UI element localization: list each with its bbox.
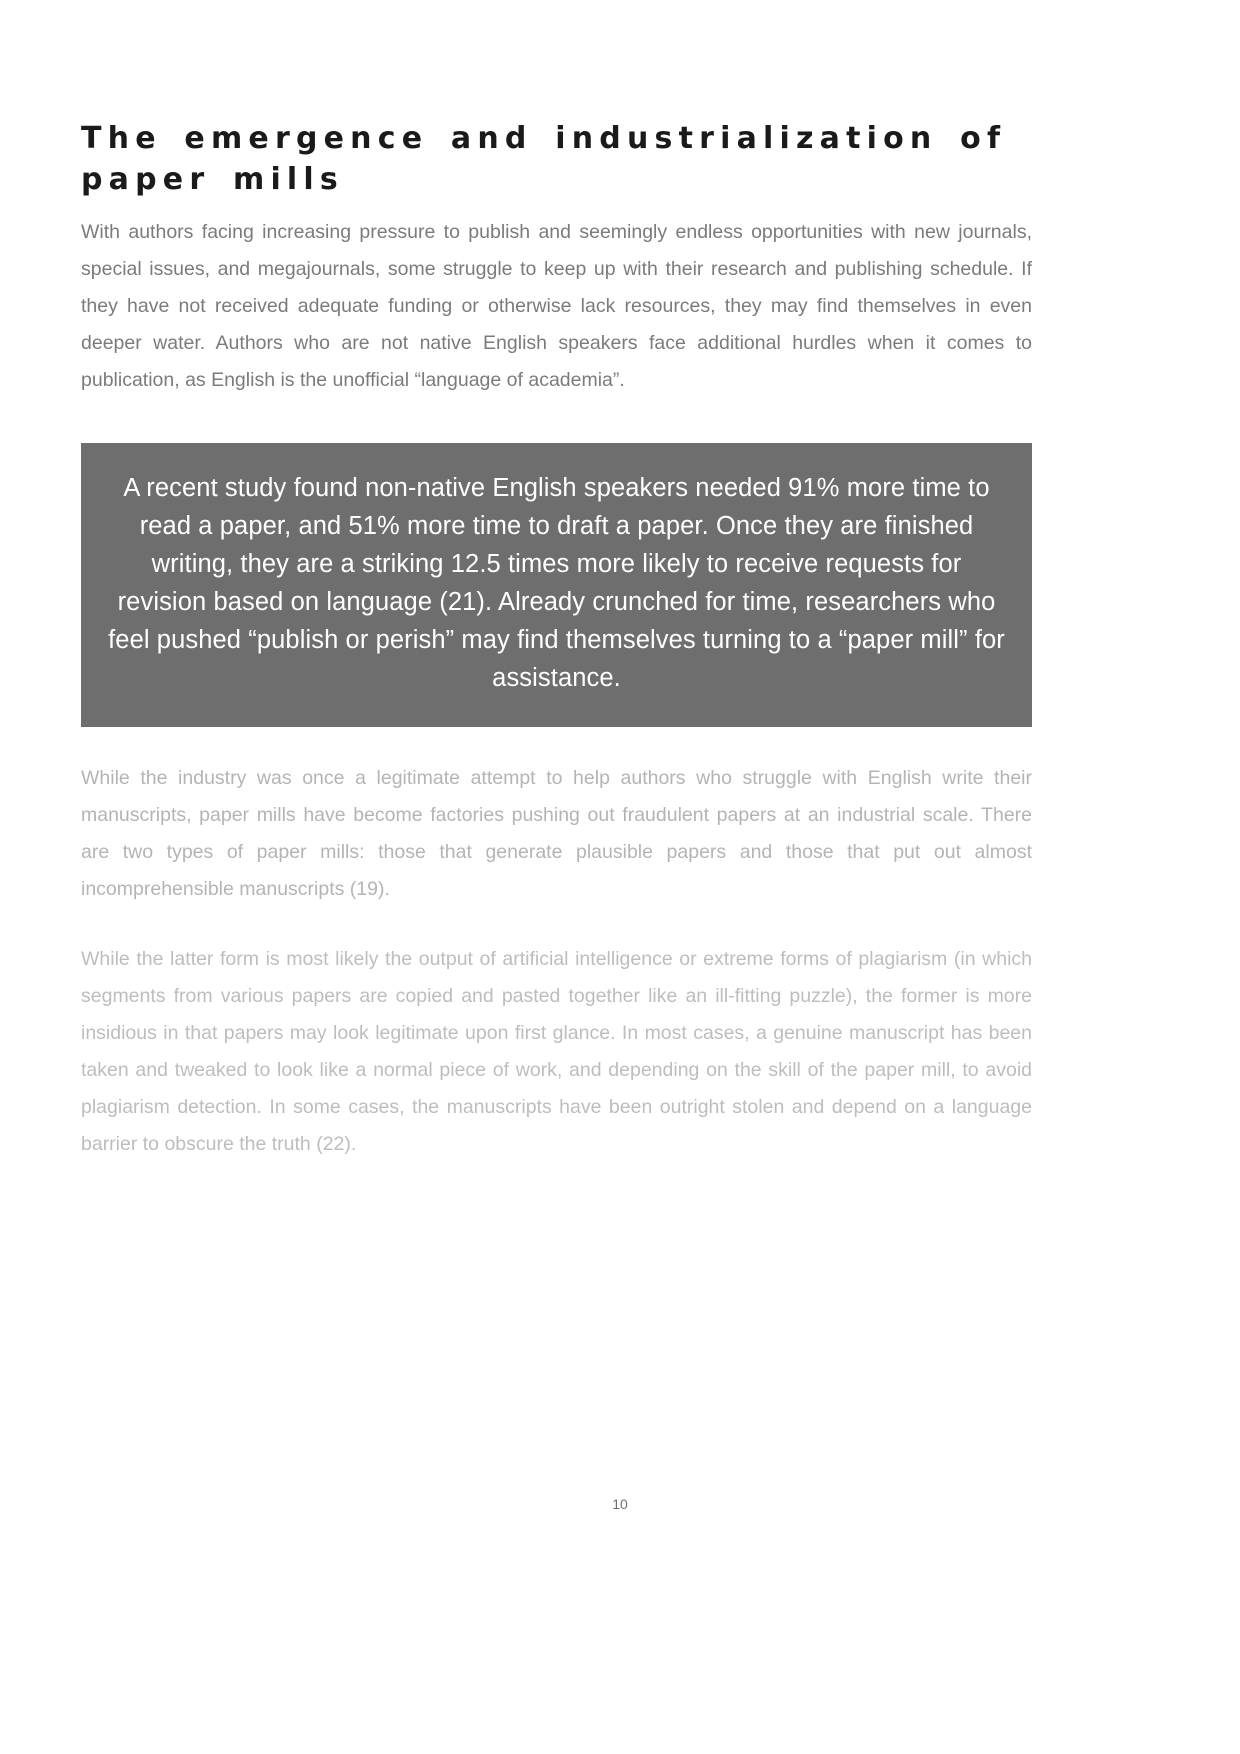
callout-box [81,443,1032,727]
page-number: 10 [612,1496,628,1512]
page-content [81,118,1032,1163]
page-title: The emergence and industrialization of paper mills [81,121,1007,197]
paragraph-intro: With authors facing increasing pressure to publish and seemingly endless opportunities with new journals, special issues, and megajournals, some struggle to keep up with their research and publishing schedule. If they have not received adequate funding or otherwise lack resources, they may find themselves in even deeper water. Authors who are not native English speakers face additional hurdles when it comes to publication, as English is the unofficial “language of academia”. [81,221,1032,391]
spacer-before-callout [81,399,1032,443]
spacer-between-paragraphs [81,908,1032,941]
paragraph-final: While the latter form is most likely the output of artificial intelligence or extreme forms of plagiarism (in which segments from various papers are copied and pasted together like an ill-fitting puzzle), the former is more insidious in that papers may look legitimate upon first glance. In most cases, a genuine manuscript has been taken and tweaked to look like a normal piece of work, and depending on the skill of the paper mill, to avoid plagiarism detection. In some cases, the manuscripts have been outright stolen and depend on a language barrier to obscure the truth (22). [81,948,1032,1155]
callout-text: A recent study found non-native English speakers needed 91% more time to read a paper, and 51% more time to draft a paper. Once they are finished writing, they are a striking 12.5 times more likely to receive requests for revision based on language (21). Already crunched for time, researchers who feel pushed “publish or perish” may find themselves turning to a “paper mill” for assistance. [108,474,1005,692]
paragraph-after-callout: While the industry was once a legitimate attempt to help authors who struggle with English write their manuscripts, paper mills have become factories pushing out fraudulent papers at an industrial scale. There are two types of paper mills: those that generate plausible papers and those that put out almost incomprehensible manuscripts (19). [81,767,1032,900]
spacer-after-callout [81,727,1032,760]
